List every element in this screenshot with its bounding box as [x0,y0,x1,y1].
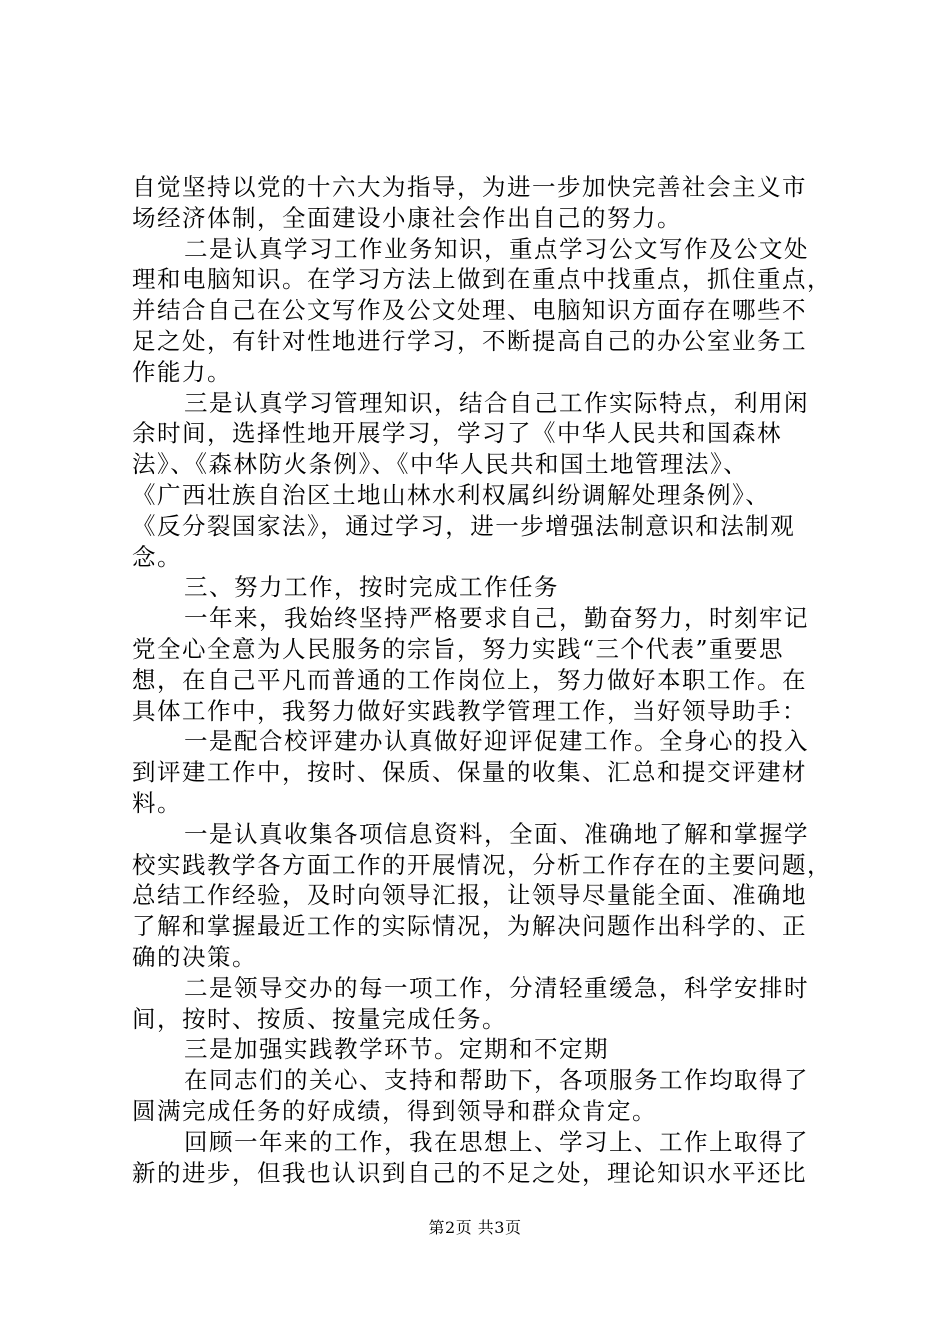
text-line: 具体工作中，我努力做好实践教学管理工作，当好领导助手： [132,696,807,725]
text-line: 理和电脑知识。在学习方法上做到在重点中找重点，抓住重点， [132,265,832,294]
text-line: 自觉坚持以党的十六大为指导，为进一步加快完善社会主义市 [132,173,807,201]
text-line: 一是认真收集各项信息资料，全面、准确地了解和掌握学 [184,819,809,848]
text-line: 到评建工作中，按时、保质、保量的收集、汇总和提交评建材 [132,758,807,787]
text-line: 校实践教学各方面工作的开展情况，分析工作存在的主要问题， [132,850,832,879]
text-line: 一年来，我始终坚持严格要求自己，勤奋努力，时刻牢记 [184,604,809,633]
text-line: 并结合自己在公文写作及公文处理、电脑知识方面存在哪些不 [132,296,807,325]
text-line: 二是认真学习工作业务知识，重点学习公文写作及公文处 [184,234,809,263]
text-line: 确的决策。 [132,942,257,971]
text-line: 《广西壮族自治区土地山林水利权属纠纷调解处理条例》、 [132,480,771,509]
document-body [132,172,832,1188]
text-line: 在同志们的关心、支持和帮助下，各项服务工作均取得了 [184,1066,809,1095]
text-line: 间，按时、按质、按量完成任务。 [132,1004,507,1033]
text-line: 总结工作经验，及时向领导汇报，让领导尽量能全面、准确地 [132,881,807,910]
text-line: 新的进步，但我也认识到自己的不足之处，理论知识水平还比 [132,1158,807,1187]
text-line: 《反分裂国家法》，通过学习，进一步增强法制意识和法制观 [132,511,796,540]
text-line: 二是领导交办的每一项工作，分清轻重缓急，科学安排时 [184,973,809,1002]
text-line: 余时间，选择性地开展学习，学习了《中华人民共和国森林 [132,419,782,448]
text-line: 三、努力工作，按时完成工作任务 [184,573,559,602]
text-line: 作能力。 [132,357,232,386]
text-line: 圆满完成任务的好成绩，得到领导和群众肯定。 [132,1096,657,1125]
text-line: 料。 [132,788,182,817]
text-line: 党全心全意为人民服务的宗旨，努力实践“三个代表”重要思 [132,634,785,663]
text-line: 回顾一年来的工作，我在思想上、学习上、工作上取得了 [184,1127,809,1156]
page-footer: 第2页 共3页 [428,1218,522,1237]
text-line: 想，在自己平凡而普通的工作岗位上，努力做好本职工作。在 [132,665,807,694]
text-line: 足之处，有针对性地进行学习，不断提高自己的办公室业务工 [132,326,807,355]
text-line: 场经济体制，全面建设小康社会作出自己的努力。 [132,203,682,232]
text-line: 三是加强实践教学环节。定期和不定期 [184,1035,609,1064]
text-line: 法》、《森林防火条例》、《中华人民共和国土地管理法》、 [132,450,749,479]
text-line: 了解和掌握最近工作的实际情况，为解决问题作出科学的、正 [132,912,807,941]
text-line: 三是认真学习管理知识，结合自己工作实际特点，利用闲 [184,388,809,417]
text-line: 一是配合校评建办认真做好迎评促建工作。全身心的投入 [184,727,809,756]
text-line: 念。 [132,542,182,571]
